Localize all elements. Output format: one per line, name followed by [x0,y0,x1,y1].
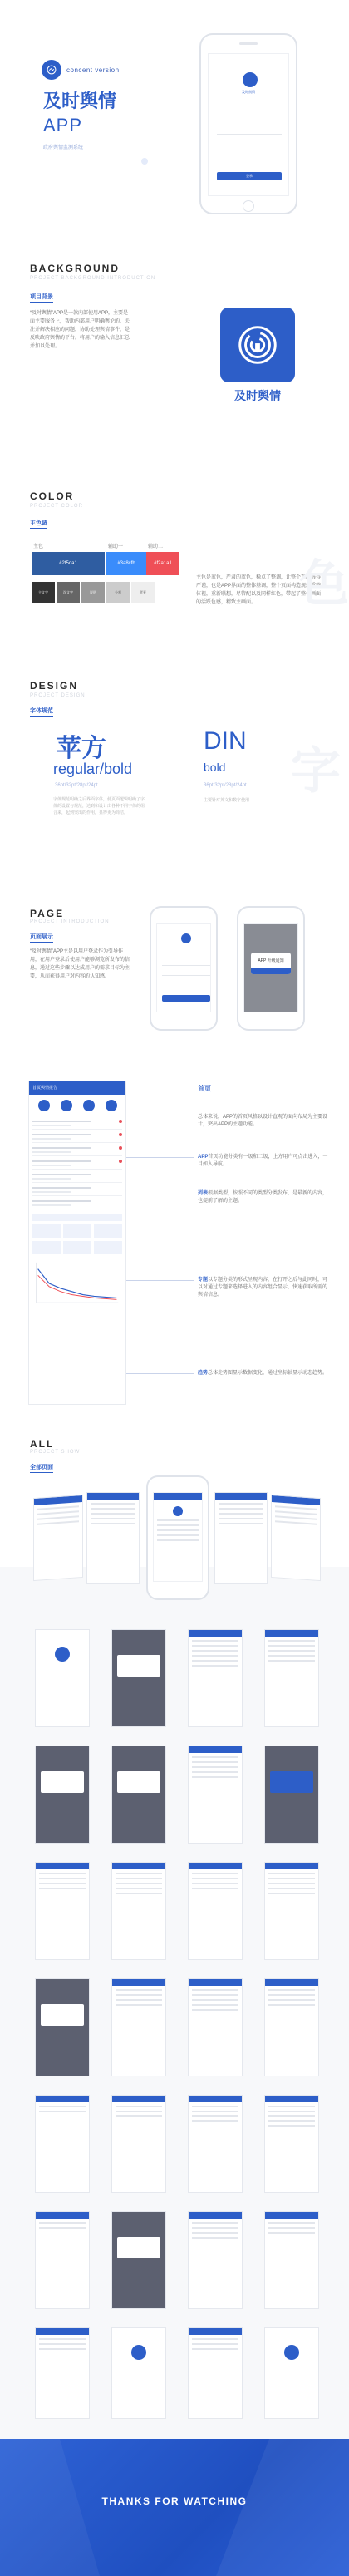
home-point-4 [198,1370,331,1377]
screen-thumb [111,2327,166,2419]
page-heading: PAGE [30,908,65,919]
shortcut-icon[interactable] [61,1100,72,1111]
screen-thumb [188,1978,243,2076]
callout-line [126,1157,194,1158]
login-button[interactable]: 登录 [217,172,282,180]
footer-thanks: THANKS FOR WATCHING [101,2495,248,2507]
login-brand: 及时舆情 [242,90,255,94]
home-point-1-key: APP [198,1155,209,1160]
screen-thumb [188,1746,243,1844]
page-label: 页面展示 [30,933,53,943]
ghost-character-color: 色 [299,555,349,613]
screen-thumb [35,1746,90,1844]
screen-thumb [111,1978,166,2076]
screen-thumb [111,2211,166,2309]
hero-subtitle: APP [43,115,83,135]
background-heading-sub: PROJECT BACKGROUND INTRODUCTION [30,276,156,281]
gray-chip-4: 分割 [106,582,130,603]
list-item[interactable] [32,1118,122,1130]
screen-thumb [111,1746,166,1844]
screen-thumb [264,2211,319,2309]
page-heading-sub: PROJECT INTRODUCTION [30,919,110,924]
list-item[interactable] [32,1171,122,1183]
app-logo-icon [181,933,191,943]
aux2-hex: #f2a1a1 [154,561,172,566]
hero-caption: 政府舆情监测系统 [43,145,84,150]
topic-card[interactable] [63,1224,91,1238]
font-cn-weight: regular/bold [53,761,133,777]
screen-thumb [35,1978,90,2076]
screen-thumb [188,2211,243,2309]
screen-thumb [35,2095,90,2193]
list-item[interactable] [32,1185,122,1196]
brand-en-text: concent version [66,66,120,74]
screen-thumb [264,1746,319,1844]
home-button [243,200,254,212]
screen-thumb [35,1629,90,1727]
color-heading-sub: PROJECT COLOR [30,504,83,509]
showcase-screen [33,1495,83,1581]
font-cn-sizes: 36pt/32pt/28pt/24pt [55,783,98,788]
topic-card[interactable] [63,1241,91,1254]
decor-dot [141,158,148,165]
gray-chip-2: 次文字 [57,582,80,603]
background-heading: BACKGROUND [30,263,120,274]
color-heading: COLOR [30,490,75,502]
gray-chip-3: 说明 [81,582,105,603]
screen-thumb [188,1862,243,1960]
page-description: “及时舆情”APP主是以用户登录作为引导作用，在用户登录后使用户能够浏览所发布的信息，通过这些步骤以达成用户的需求目标为主要，从而获得用户对内容的认知感。 [30,949,130,979]
primary-hex: #2f5da1 [59,561,77,566]
status-dot [119,1133,122,1136]
topic-card[interactable] [32,1224,61,1238]
font-en-desc: 主要针对英文和数字使用 [204,798,250,803]
home-point-2 [198,1190,331,1205]
screen-thumb [264,2095,319,2193]
app-icon-name: 及时舆情 [234,390,281,403]
home-point-3-text: 以专题分类的形式呈现内容，在打开之后与此同时，可以对通过专题来选择进入的内容组合显示，快速获取所需的舆情信息。 [198,1278,328,1298]
home-point-2-text: 根据类型，按照不同的类型分类发布，是最新的内容，也提前了解的主题。 [198,1191,328,1204]
brand-logo-icon [42,60,61,80]
gray-chip-5: 背景 [131,582,155,603]
screen-thumb [111,1629,166,1727]
topic-card[interactable] [94,1241,122,1254]
callout-line [126,1280,194,1281]
callout-line [126,1373,194,1374]
topic-card[interactable] [94,1224,122,1238]
home-screen-mockup [28,1081,126,1405]
list-item[interactable] [32,1158,122,1170]
status-dot [119,1146,122,1150]
font-cn-sample: 苹方 [57,734,106,763]
home-header: 首页舆情报告 [29,1081,125,1095]
showcase-phone [146,1475,209,1600]
page-phone-login [150,906,218,1031]
login-screen-2 [156,923,211,1012]
design-heading-sub: PROJECT DESIGN [30,693,86,698]
screen-thumb [264,1978,319,2076]
font-cn-desc: 字体规范明确之后界面字体，使页面逻辑明确了字体的设置与规范，达到和设计出各种不同字体的组合来，起到突出的作用，显得更为简洁。 [53,797,145,815]
home-shortcuts [29,1095,125,1116]
list-item[interactable] [32,1145,122,1156]
all-label: 全部页面 [30,1463,53,1473]
screen-thumb [111,2095,166,2193]
decor-stripe [0,2439,100,2576]
aux1-color-label: 辅助一 [108,544,124,549]
shortcut-icon[interactable] [106,1100,117,1111]
screen-thumb [111,1862,166,1960]
trend-chart [32,1259,122,1308]
decor-stripe [216,2439,349,2576]
screen-thumb [264,1862,319,1960]
username-field[interactable] [162,965,210,966]
showcase-screen [271,1495,321,1581]
color-description: 主色是蓝色，严肃的蓝色，稳点了整调，让整个页面透得严谨，也是APP界面的整体基调，整个页面构造规范重整体视，重新联想，尽管配以及同样红色，带起了整体画面的活跃色感，精致主画面。 [196,575,322,605]
screen-thumb [188,1629,243,1727]
font-en-sample: DIN [204,727,247,755]
login-screen [208,53,289,196]
screen-thumb [188,2095,243,2193]
app-logo-icon [243,72,258,87]
background-description: “及时舆情”APP是一款内部使用APP，主要是面主要服务上，帮助内部用户明确舆论的，关注并解决相应的问题，协助处理舆情事件，是反映政府舆情的平台。将用户的输入信息汇总并加以处理。 [30,311,130,349]
design-heading: DESIGN [30,680,79,692]
home-point-4-key: 趋势 [198,1371,209,1376]
list-item[interactable] [32,1131,122,1143]
home-point-3-key: 专题 [198,1278,209,1283]
topic-bar [32,1214,122,1221]
hero-section [0,0,349,241]
screen-thumb [264,2327,319,2419]
hero-title: 及时舆情 [43,91,117,112]
shortcut-icon[interactable] [38,1100,50,1111]
screen-thumb [35,2327,90,2419]
home-point-4-text: 总体走势图显示数据变化，通过坐标轴显示动态趋势。 [208,1371,328,1376]
shortcut-icon[interactable] [83,1100,95,1111]
primary-swatch [32,552,105,575]
status-dot [119,1160,122,1163]
showcase-screen [86,1492,140,1584]
login-button[interactable] [162,995,210,1002]
phone-speaker [239,42,258,45]
app-icon [220,308,295,382]
aux1-swatch [106,552,146,575]
all-heading-sub: PROJECT SHOW [30,1450,81,1455]
ghost-character-design: 字 [291,742,341,800]
home-lead: 总体来说，APP的首页风格以设计直观的面向布局为主要设计，突出APP的主题功能。 [198,1115,328,1127]
update-confirm-button[interactable] [251,968,291,974]
design-label: 字体规范 [30,707,53,717]
topic-card[interactable] [32,1241,61,1254]
status-dot [119,1120,122,1123]
update-modal-text: APP 升级通知 [258,958,284,963]
page-phone-update [237,906,305,1031]
screen-thumb [35,1862,90,1960]
screen-thumb [264,1629,319,1727]
primary-color-label: 主色 [33,544,44,549]
home-point-3 [198,1277,331,1299]
aux2-color-label: 辅助二 [148,544,164,549]
home-point-2-key: 列表 [198,1191,209,1196]
shield-maze-icon [233,321,282,369]
update-screen [243,923,298,1012]
aux1-hex: #3a8cfb [117,561,135,566]
gray-chip-1: 主文字 [32,582,55,603]
hero-phone-mockup [199,33,297,214]
font-en-sizes: 36pt/32pt/28pt/24pt [204,783,247,788]
all-heading: ALL [30,1438,55,1450]
password-field[interactable] [217,134,282,135]
font-en-weight: bold [204,761,226,774]
home-title: 首页 [198,1085,211,1092]
update-modal [251,953,291,974]
color-label: 主色调 [30,519,47,529]
background-label: 项目背景 [30,293,53,303]
hero-brand [42,60,120,80]
screen-thumb [35,2211,90,2309]
footer [0,2439,349,2576]
home-point-1-text: 首页功能分类有一级和二级，上方用户可点击进入，一目如入导航。 [198,1155,328,1167]
password-field[interactable] [162,975,210,976]
list-item[interactable] [32,1198,122,1209]
aux2-swatch [146,552,179,575]
home-point-1 [198,1154,331,1169]
showcase-screen [214,1492,268,1584]
screen-thumb [188,2327,243,2419]
